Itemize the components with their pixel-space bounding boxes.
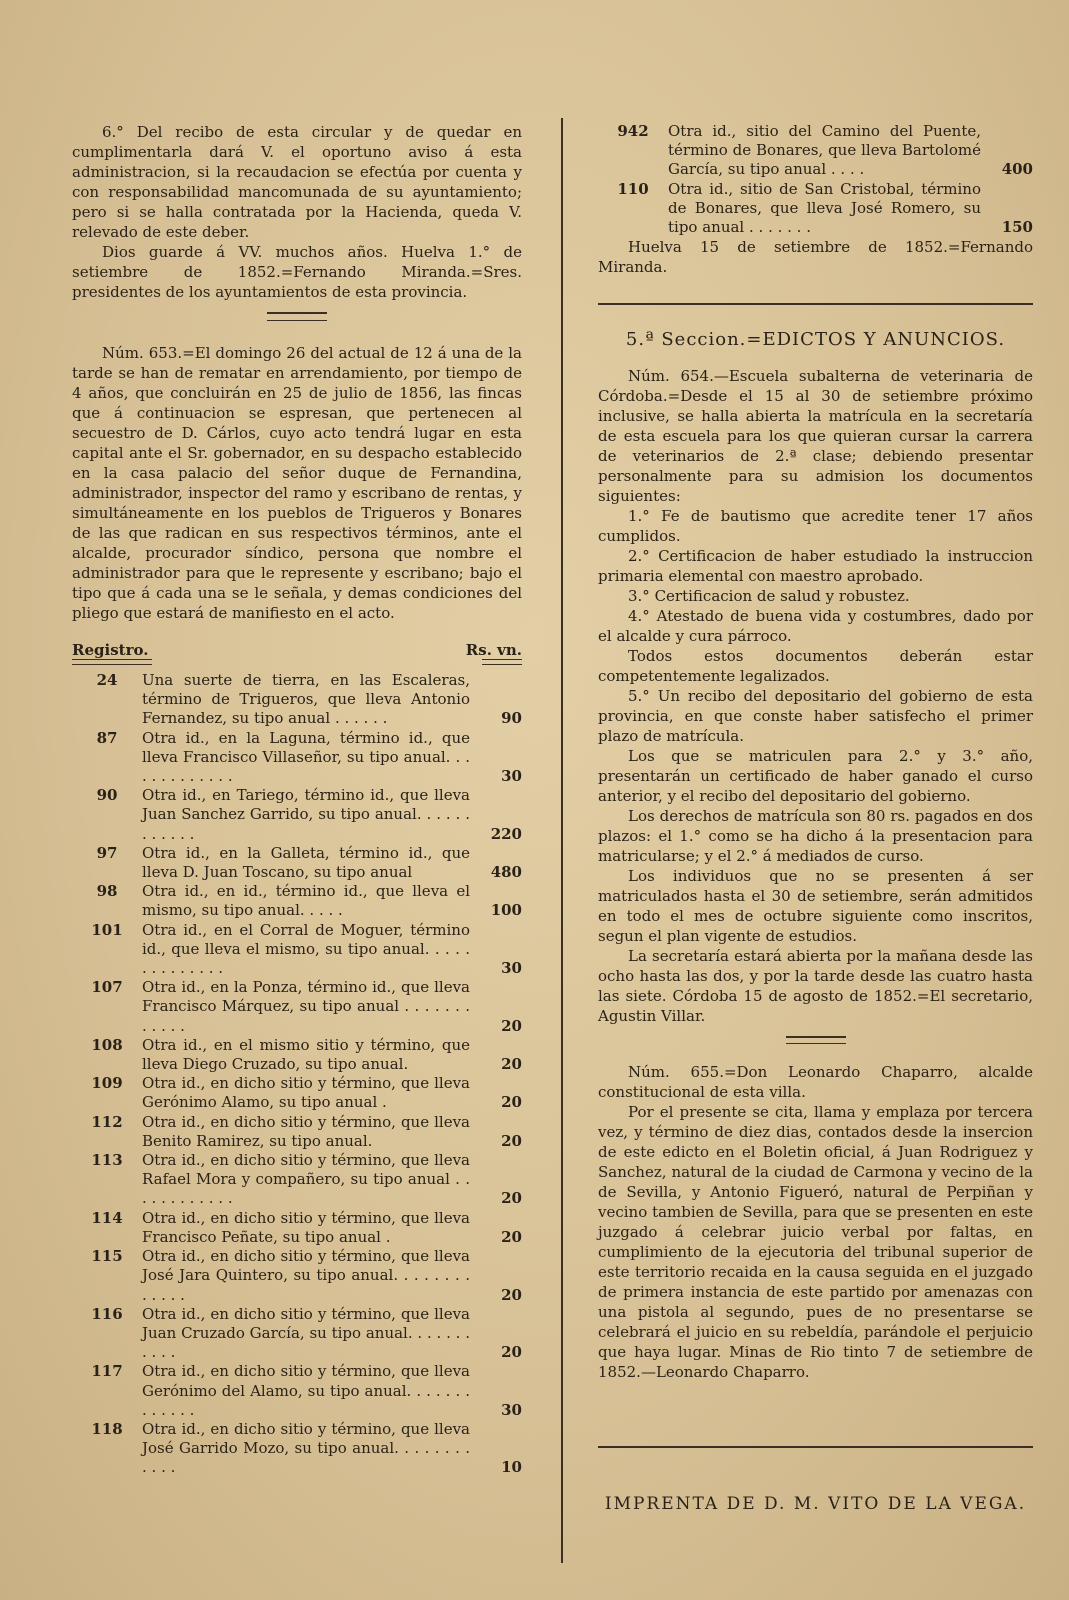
registro-amount: 30 [501,959,522,978]
registro-amount: 20 [501,1016,522,1035]
column-divider [561,118,563,1563]
paragraph-dios-guarde: Dios guarde á VV. muchos años. Huelva 1.° de setiembre de 1852.=Fernando Miranda.=Sres. presidentes de los ayuntamientos de esta provincia. [72,243,522,301]
registro-number: 87 [96,728,118,747]
registro-description: Otra id., sitio de San Cristobal, término de Bonares, que lleva José Romero, su tipo anual . . . . . . . [668,179,981,237]
paragraph-derechos: Los derechos de matrícula son 80 rs. pagados en dos plazos: el 1.° como se ha dicho á la presentacion para matricularse; y el 2.° á mediados de curso. [598,807,1033,866]
registro-number: 112 [91,1112,123,1131]
bottom-rule [598,1446,1033,1448]
paragraph-655-title: Núm. 655.=Don Leonardo Chaparro, alcalde constitucional de esta villa. [598,1063,1033,1102]
registro-amount: 220 [490,824,522,843]
registro-number: 24 [96,671,118,689]
registro-amount: 480 [490,863,522,882]
registro-amount: 400 [1001,160,1033,179]
registro-row [598,180,1033,238]
registro-amount: 20 [501,1189,522,1208]
registro-amount: 30 [501,767,522,786]
registro-row [72,978,522,1036]
registro-number: 114 [91,1208,123,1227]
paragraph-655-body: Por el presente se cita, llama y emplaza por tercera vez, y término de diez dias, contados desde la insercion de este edicto en el Boletin oficial, á Juan Rodriguez y Sanchez, natural de la ciudad de Carmona y vecino de la de Sevilla, y Antonio Figueró, natural de Perpiñan y vecino tambien de Sevilla, para que se presenten en este juzgado á celebrar juicio verbal por faltas, en cumplimiento de la ejecutoria del tribunal superior de este territorio recaida en la causa seguida en el juzgado de primera instancia de este partido por amenazas con una pistola al segundo, pues de no presentarse se celebrará el juicio en su rebeldía, parándole el perjuicio que haya lugar. Minas de Rio tinto 7 de setiembre de 1852.—Leonardo Chaparro. [598,1103,1033,1382]
registro-number: 113 [91,1151,123,1170]
section-title: 5.ª Seccion.=EDICTOS Y ANUNCIOS. [625,329,1006,351]
registro-row [72,786,522,844]
paragraph-individuos: Los individuos que no se presenten á ser matriculados hasta el 30 de setiembre, serán admitidos en todo el mes de octubre siguiente como inscritos, segun el plan vigente de estudios. [598,867,1033,946]
separator [267,312,327,321]
registro-number: 108 [91,1035,123,1054]
registro-description: Otra id., en dicho sitio y término, que lleva Francisco Peñate, su tipo anual . [142,1208,470,1246]
closing-signature: Huelva 15 de setiembre de 1852.=Fernando Miranda. [598,238,1033,277]
requirement-1: 1.° Fe de bautismo que acredite tener 17 años cumplidos. [598,507,1033,546]
registro-number: 101 [91,920,123,939]
registro-row [72,882,522,920]
registro-description: Una suerte de tierra, en las Escaleras, término de Trigueros, que lleva Antonio Fernandez, su tipo anual . . . . . . [142,671,470,728]
section-rule [598,303,1033,305]
registro-row [72,921,522,979]
registro-description: Otra id., en id., término id., que lleva el mismo, su tipo anual. . . . . [142,882,470,920]
paragraph-653: Núm. 653.=El domingo 26 del actual de 12 á una de la tarde se han de rematar en arrendamiento, por tiempo de 4 años, que concluirán en 25 de julio de 1856, las fincas que á continuacion se espresan, que pertenecen al secuestro de D. Cárlos, cuyo acto tendrá lugar en esta capital ante el Sr. gobernador, en su despacho establecido en la casa palacio del señor duque de Fernandina, administrador, inspector del ramo y escribano de rentas, y simultáneamente en los pueblos de Trigueros y Bonares de las que radican en sus respectivos términos, ante el alcalde, procurador síndico, persona que nombre el administrador para que le represente y escribano; bajo el tipo que á cada una se le señala, y demas condiciones del pliego que estará de manifiesto en el acto. [72,344,522,622]
separator [786,1036,846,1044]
registro-amount: 20 [501,1055,522,1074]
printer-imprint: IMPRENTA DE D. M. VITO DE LA VEGA. [604,1494,1027,1515]
registro-description: Otra id., en dicho sitio y término, que lleva José Jara Quintero, su tipo anual. . . . . . . . . . . . . [142,1247,470,1304]
registro-number: 115 [91,1247,123,1266]
paragraph-todos: Todos estos documentos deberán estar competentemente legalizados. [598,647,1033,686]
registro-amount: 10 [501,1458,522,1477]
registro-description: Otra id., en el Corral de Moguer, término id., que lleva el mismo, su tipo anual. . . . . . . . . . . . . . [142,920,470,978]
registro-number: 118 [91,1419,123,1438]
registro-amount: 20 [501,1285,522,1304]
paragraph-secretaria: La secretaría estará abierta por la mañana desde las ocho hasta las dos, y por la tarde desde las cuatro hasta las siete. Córdoba 15 de agosto de 1852.=El secretario, Agustin Villar. [598,947,1033,1026]
registro-row [72,1113,522,1151]
registro-number: 117 [91,1362,123,1381]
registro-description: Otra id., en la Galleta, término id., que lleva D. Juan Toscano, su tipo anual [142,843,470,882]
registro-amount: 90 [501,709,522,728]
registro-amount: 30 [501,1400,522,1419]
registro-header [72,641,522,659]
registro-row [72,671,522,729]
registro-row [72,729,522,787]
paragraph-los-que: Los que se matriculen para 2.° y 3.° año, presentarán un certificado de haber ganado el curso anterior, y el recibo del depositario del gobierno. [598,747,1033,806]
registro-description: Otra id., en dicho sitio y término, que lleva José Garrido Mozo, su tipo anual. . . . . . . . . . . . [142,1419,470,1477]
registro-number: 109 [91,1074,123,1093]
registro-row [72,844,522,882]
registro-list [72,671,522,1478]
registro-amount: 20 [501,1227,522,1246]
paragraph-654: Núm. 654.—Escuela subalterna de veterinaria de Córdoba.=Desde el 15 al 30 de setiembre próximo inclusive, se halla abierta la matrícula en la secretaría de esta escuela para los que quieran cursar la carrera de veterinarios de 2.ª clase; debiendo presentar personalmente para su admision los documentos siguientes: [598,367,1033,506]
registro-number: 107 [91,978,123,997]
registro-list-continued [598,122,1033,237]
registro-number: 97 [96,843,118,862]
registro-description: Otra id., en dicho sitio y término, que lleva Juan Cruzado García, su tipo anual. . . . . . . . . . . [142,1304,470,1362]
registro-number: 110 [617,179,649,198]
requirement-4: 4.° Atestado de buena vida y costumbres, dado por el alcalde y cura párroco. [598,607,1033,646]
registro-amount: 20 [501,1131,522,1150]
requirement-3: 3.° Certificacion de salud y robustez. [628,587,910,606]
left-column [72,122,522,1478]
registro-amount: 20 [501,1093,522,1112]
requirement-5: 5.° Un recibo del depositario del gobierno de esta provincia, en que conste haber satisfecho el primer plazo de matrícula. [598,687,1033,746]
registro-description: Otra id., en Tariego, término id., que lleva Juan Sanchez Garrido, su tipo anual. . . . . . . . . . . . [142,786,470,843]
registro-description: Otra id., sitio del Camino del Puente, término de Bonares, que lleva Bartolomé García, su tipo anual . . . . [668,122,981,179]
registro-row [72,1247,522,1305]
registro-row [72,1209,522,1247]
registro-underline [72,659,522,665]
registro-label: Registro. [72,641,149,659]
registro-description: Otra id., en dicho sitio y término, que lleva Rafael Mora y compañero, su tipo anual . . . . . . . . . . . . [142,1151,470,1208]
registro-row [72,1362,522,1420]
registro-description: Otra id., en la Ponza, término id., que lleva Francisco Márquez, su tipo anual . . . . . . . . . . . . [142,978,470,1035]
registro-row [72,1305,522,1363]
registro-row [598,122,1033,180]
registro-description: Otra id., en dicho sitio y término, que lleva Gerónimo Alamo, su tipo anual . [142,1074,470,1112]
registro-row [72,1074,522,1112]
registro-row [72,1151,522,1209]
registro-number: 98 [96,882,118,901]
registro-number: 942 [617,122,649,140]
registro-description: Otra id., en el mismo sitio y término, que lleva Diego Cruzado, su tipo anual. [142,1035,470,1074]
registro-description: Otra id., en dicho sitio y término, que lleva Benito Ramirez, su tipo anual. [142,1112,470,1150]
registro-amount: 20 [501,1343,522,1362]
registro-description: Otra id., en la Laguna, término id., que lleva Francisco Villaseñor, su tipo anual. . . . . . . . . . . . . [142,728,470,786]
registro-amount: 150 [1001,218,1033,237]
paragraph-6: 6.° Del recibo de esta circular y de quedar en cumplimentarla dará V. el oportuno aviso á esta administracion, si la recaudacion se efectúa por cuenta y con responsabilidad mancomunada de su ayuntamiento; pero si se halla contratada por la Hacienda, queda V. relevado de este deber. [72,123,522,241]
registro-row [72,1036,522,1074]
registro-description: Otra id., en dicho sitio y término, que lleva Gerónimo del Alamo, su tipo anual. . . . . . . . . . . . . [142,1362,470,1419]
requirement-2: 2.° Certificacion de haber estudiado la instruccion primaria elemental con maestro aprobado. [598,547,1033,586]
rs-vn-label: Rs. vn. [465,641,522,659]
registro-amount: 100 [490,901,522,920]
registro-number: 116 [91,1304,123,1323]
registro-row [72,1420,522,1478]
registro-number: 90 [96,786,118,805]
right-column [598,122,1033,1514]
